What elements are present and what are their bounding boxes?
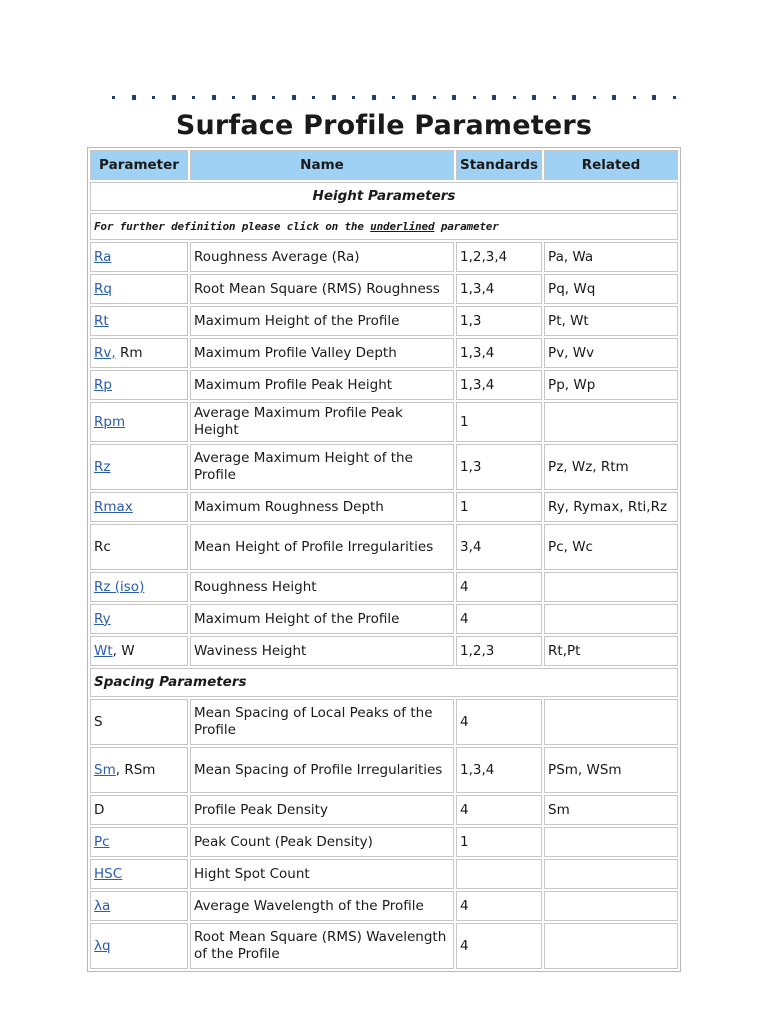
cell-name: Hight Spot Count	[190, 859, 454, 889]
cell-standards: 1,3,4	[456, 274, 542, 304]
parameter-link[interactable]: Rq	[94, 280, 112, 297]
definition-note: For further definition please click on the underlined parameter	[90, 213, 678, 240]
cell-standards: 3,4	[456, 524, 542, 570]
parameter-alias: S	[94, 713, 103, 730]
cell-name: Average Wavelength of the Profile	[190, 891, 454, 921]
parameter-link[interactable]: Rt	[94, 312, 109, 329]
cell-parameter	[90, 370, 188, 400]
table-row	[90, 827, 678, 857]
cell-parameter	[90, 747, 188, 793]
dot	[192, 96, 195, 99]
dot	[673, 96, 676, 99]
decorative-dot-rule	[112, 90, 676, 104]
parameter-alias: , RSm	[115, 761, 156, 778]
cell-name: Profile Peak Density	[190, 795, 454, 825]
cell-standards: 1	[456, 492, 542, 522]
cell-related	[544, 827, 678, 857]
cell-standards: 1,2,3,4	[456, 242, 542, 272]
dot	[252, 95, 256, 100]
table-row	[90, 604, 678, 634]
table-row	[90, 338, 678, 368]
cell-standards: 4	[456, 604, 542, 634]
col-header-standards: Standards	[456, 150, 542, 180]
table-row	[90, 524, 678, 570]
cell-standards: 1,3	[456, 306, 542, 336]
section-height-parameters: Height Parameters	[90, 182, 678, 211]
cell-parameter	[90, 402, 188, 442]
cell-parameter	[90, 242, 188, 272]
cell-related: Pz, Wz, Rtm	[544, 444, 678, 490]
cell-related: Sm	[544, 795, 678, 825]
cell-related	[544, 891, 678, 921]
cell-parameter	[90, 444, 188, 490]
cell-parameter	[90, 859, 188, 889]
cell-name: Waviness Height	[190, 636, 454, 666]
dot	[292, 95, 296, 100]
dot	[272, 96, 275, 99]
cell-standards: 1,3	[456, 444, 542, 490]
dot	[392, 96, 395, 99]
dot	[492, 95, 496, 100]
dot	[513, 96, 516, 99]
parameter-alias: , W	[112, 642, 135, 659]
table-row	[90, 636, 678, 666]
parameter-alias: Rc	[94, 538, 111, 555]
cell-parameter	[90, 699, 188, 745]
dot	[372, 95, 376, 100]
cell-name: Maximum Height of the Profile	[190, 604, 454, 634]
parameter-link[interactable]: λa	[94, 897, 111, 914]
cell-parameter	[90, 795, 188, 825]
parameter-link[interactable]: Rpm	[94, 413, 126, 430]
parameter-link[interactable]: Pc	[94, 833, 110, 850]
parameter-alias: Rm	[115, 344, 143, 361]
cell-parameter	[90, 923, 188, 969]
table-row	[90, 572, 678, 602]
cell-name: Roughness Average (Ra)	[190, 242, 454, 272]
table-row	[90, 242, 678, 272]
parameter-link[interactable]: Sm	[94, 761, 116, 778]
parameter-link[interactable]: λq	[94, 937, 111, 954]
parameter-link[interactable]: Ra	[94, 248, 112, 265]
dot	[412, 95, 416, 100]
cell-related	[544, 859, 678, 889]
table-row	[90, 747, 678, 793]
dot	[473, 96, 476, 99]
cell-name: Average Maximum Height of the Profile	[190, 444, 454, 490]
cell-related	[544, 699, 678, 745]
cell-related: Pa, Wa	[544, 242, 678, 272]
dot	[312, 96, 315, 99]
cell-related: Ry, Rymax, Rti,Rz	[544, 492, 678, 522]
table-row	[90, 699, 678, 745]
cell-name: Roughness Height	[190, 572, 454, 602]
cell-name: Root Mean Square (RMS) Roughness	[190, 274, 454, 304]
parameter-alias: D	[94, 801, 105, 818]
cell-related: Rt,Pt	[544, 636, 678, 666]
cell-standards	[456, 859, 542, 889]
cell-standards: 1,3,4	[456, 338, 542, 368]
header-row	[90, 150, 678, 180]
dot	[212, 95, 216, 100]
cell-name: Peak Count (Peak Density)	[190, 827, 454, 857]
cell-name: Mean Spacing of Local Peaks of the Profile	[190, 699, 454, 745]
cell-name: Mean Height of Profile Irregularities	[190, 524, 454, 570]
cell-related	[544, 923, 678, 969]
section-row	[90, 182, 678, 211]
cell-parameter	[90, 338, 188, 368]
table-row	[90, 492, 678, 522]
cell-standards: 4	[456, 923, 542, 969]
dot	[132, 95, 136, 100]
dot	[332, 95, 336, 100]
cell-standards: 1,3,4	[456, 747, 542, 793]
parameters-table	[87, 147, 681, 972]
table-row	[90, 891, 678, 921]
cell-related: Pq, Wq	[544, 274, 678, 304]
cell-parameter	[90, 891, 188, 921]
table-row	[90, 306, 678, 336]
cell-parameter	[90, 274, 188, 304]
dot	[172, 95, 176, 100]
section-row	[90, 668, 678, 697]
cell-related: Pc, Wc	[544, 524, 678, 570]
parameter-link[interactable]: HSC	[94, 865, 123, 882]
cell-name: Maximum Profile Valley Depth	[190, 338, 454, 368]
cell-standards: 1,3,4	[456, 370, 542, 400]
table-row	[90, 923, 678, 969]
table-row	[90, 444, 678, 490]
cell-related: Pp, Wp	[544, 370, 678, 400]
table-row	[90, 859, 678, 889]
dot	[112, 96, 115, 99]
cell-parameter	[90, 572, 188, 602]
cell-parameter	[90, 827, 188, 857]
parameter-link[interactable]: Rz (iso)	[94, 578, 145, 595]
page-title: Surface Profile Parameters	[175, 110, 593, 141]
parameter-link[interactable]: Rv,	[94, 344, 116, 361]
cell-name: Mean Spacing of Profile Irregularities	[190, 747, 454, 793]
dot	[553, 96, 556, 99]
cell-standards: 1,2,3	[456, 636, 542, 666]
table-row	[90, 370, 678, 400]
table-row	[90, 402, 678, 442]
dot	[433, 96, 436, 99]
col-header-related: Related	[544, 150, 678, 180]
dot	[593, 96, 596, 99]
cell-parameter	[90, 636, 188, 666]
col-header-parameter: Parameter	[90, 150, 188, 180]
table-row	[90, 795, 678, 825]
dot	[352, 96, 355, 99]
cell-related	[544, 604, 678, 634]
parameter-link[interactable]: Rz	[94, 458, 111, 475]
cell-related: Pt, Wt	[544, 306, 678, 336]
dot	[652, 95, 656, 100]
note-row	[90, 213, 678, 240]
dot	[572, 95, 576, 100]
cell-name: Maximum Profile Peak Height	[190, 370, 454, 400]
parameter-link[interactable]: Rmax	[94, 498, 133, 515]
dot	[532, 95, 536, 100]
cell-related: PSm, WSm	[544, 747, 678, 793]
cell-related	[544, 572, 678, 602]
parameter-link[interactable]: Ry	[94, 610, 111, 627]
dot	[633, 96, 636, 99]
dot	[152, 96, 155, 99]
cell-name: Root Mean Square (RMS) Wavelength of the Profile	[190, 923, 454, 969]
dot	[452, 95, 456, 100]
cell-related: Pv, Wv	[544, 338, 678, 368]
table-row	[90, 274, 678, 304]
note-underlined-word: underlined	[370, 220, 435, 233]
parameter-link[interactable]: Rp	[94, 376, 112, 393]
dot	[612, 95, 616, 100]
cell-parameter	[90, 604, 188, 634]
table-body	[90, 182, 678, 969]
cell-parameter	[90, 524, 188, 570]
dot	[232, 96, 235, 99]
cell-standards: 4	[456, 795, 542, 825]
cell-parameter	[90, 306, 188, 336]
cell-standards: 1	[456, 402, 542, 442]
parameter-link[interactable]: Wt	[94, 642, 113, 659]
cell-related	[544, 402, 678, 442]
cell-name: Maximum Height of the Profile	[190, 306, 454, 336]
cell-standards: 4	[456, 891, 542, 921]
cell-name: Average Maximum Profile Peak Height	[190, 402, 454, 442]
cell-parameter	[90, 492, 188, 522]
cell-name: Maximum Roughness Depth	[190, 492, 454, 522]
cell-standards: 4	[456, 699, 542, 745]
cell-standards: 4	[456, 572, 542, 602]
cell-standards: 1	[456, 827, 542, 857]
section-spacing-parameters: Spacing Parameters	[90, 668, 678, 697]
col-header-name: Name	[190, 150, 454, 180]
